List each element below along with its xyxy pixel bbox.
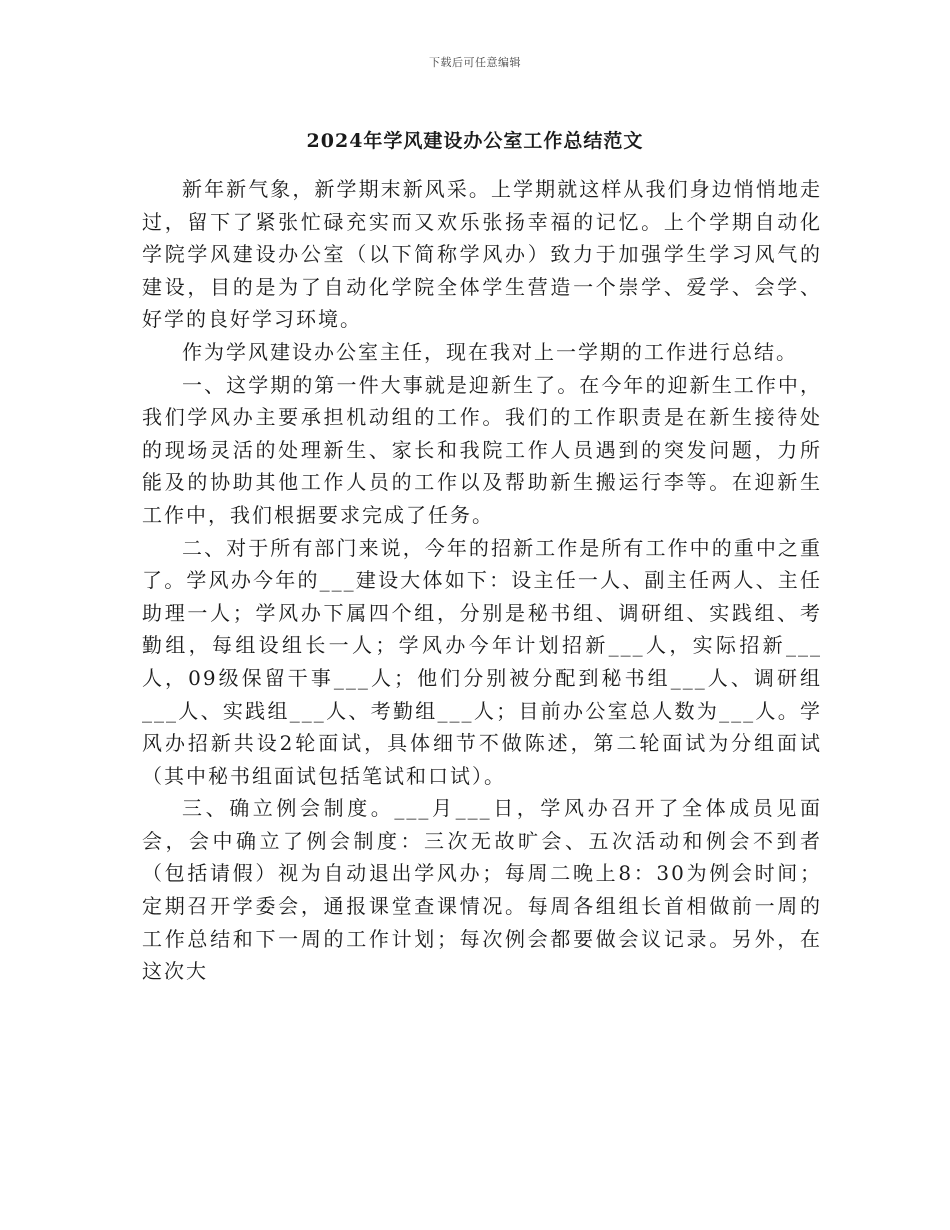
paragraph-section-2: 二、对于所有部门来说，今年的招新工作是所有工作中的重中之重了。学风办今年的___建设大体如下：设主任一人、副主任两人、主任助理一人；学风办下属四个组，分别是秘书组、调研组、实践组、考勤组，每组设组长一人；学风办今年计划招新___人，实际招新___人，09级保留干事___人；他们分别被分配到秘书组___人、调研组___人、实践组___人、考勤组___人；目前办公室总人数为___人。学风办招新共设2轮面试，具体细节不做陈述，第二轮面试为分组面试（其中秘书组面试包括笔试和口试）。 <box>142 535 822 788</box>
paragraph-summary-lead: 作为学风建设办公室主任，现在我对上一学期的工作进行总结。 <box>182 339 798 364</box>
document-body <box>142 173 822 988</box>
paragraph-section-3: 三、确立例会制度。___月___日，学风办召开了全体成员见面会，会中确立了例会制度：三次无故旷会、五次活动和例会不到者（包括请假）视为自动退出学风办；每周二晚上8：30为例会时间；定期召开学委会，通报课堂查课情况。每周各组组长首相做前一周的工作总结和下一周的工作计划；每次例会都要做会议记录。另外，在这次大 <box>142 796 822 984</box>
paragraph-section-1: 一、这学期的第一件大事就是迎新生了。在今年的迎新生工作中，我们学风办主要承担机动组的工作。我们的工作职责是在新生接待处的现场灵活的处理新生、家长和我院工作人员遇到的突发问题，力所能及的协助其他工作人员的工作以及帮助新生搬运行李等。在迎新生工作中，我们根据要求完成了任务。 <box>142 372 822 527</box>
paragraph-intro: 新年新气象，新学期末新风采。上学期就这样从我们身边悄悄地走过，留下了紧张忙碌充实而又欢乐张扬幸福的记忆。上个学期自动化学院学风建设办公室（以下简称学风办）致力于加强学生学习风气的建设，目的是为了自动化学院全体学生营造一个崇学、爱学、会学、好学的良好学习环境。 <box>142 177 822 332</box>
header-note: 下载后可任意编辑 <box>429 56 521 69</box>
document-title: 2024年学风建设办公室工作总结范文 <box>306 130 644 152</box>
